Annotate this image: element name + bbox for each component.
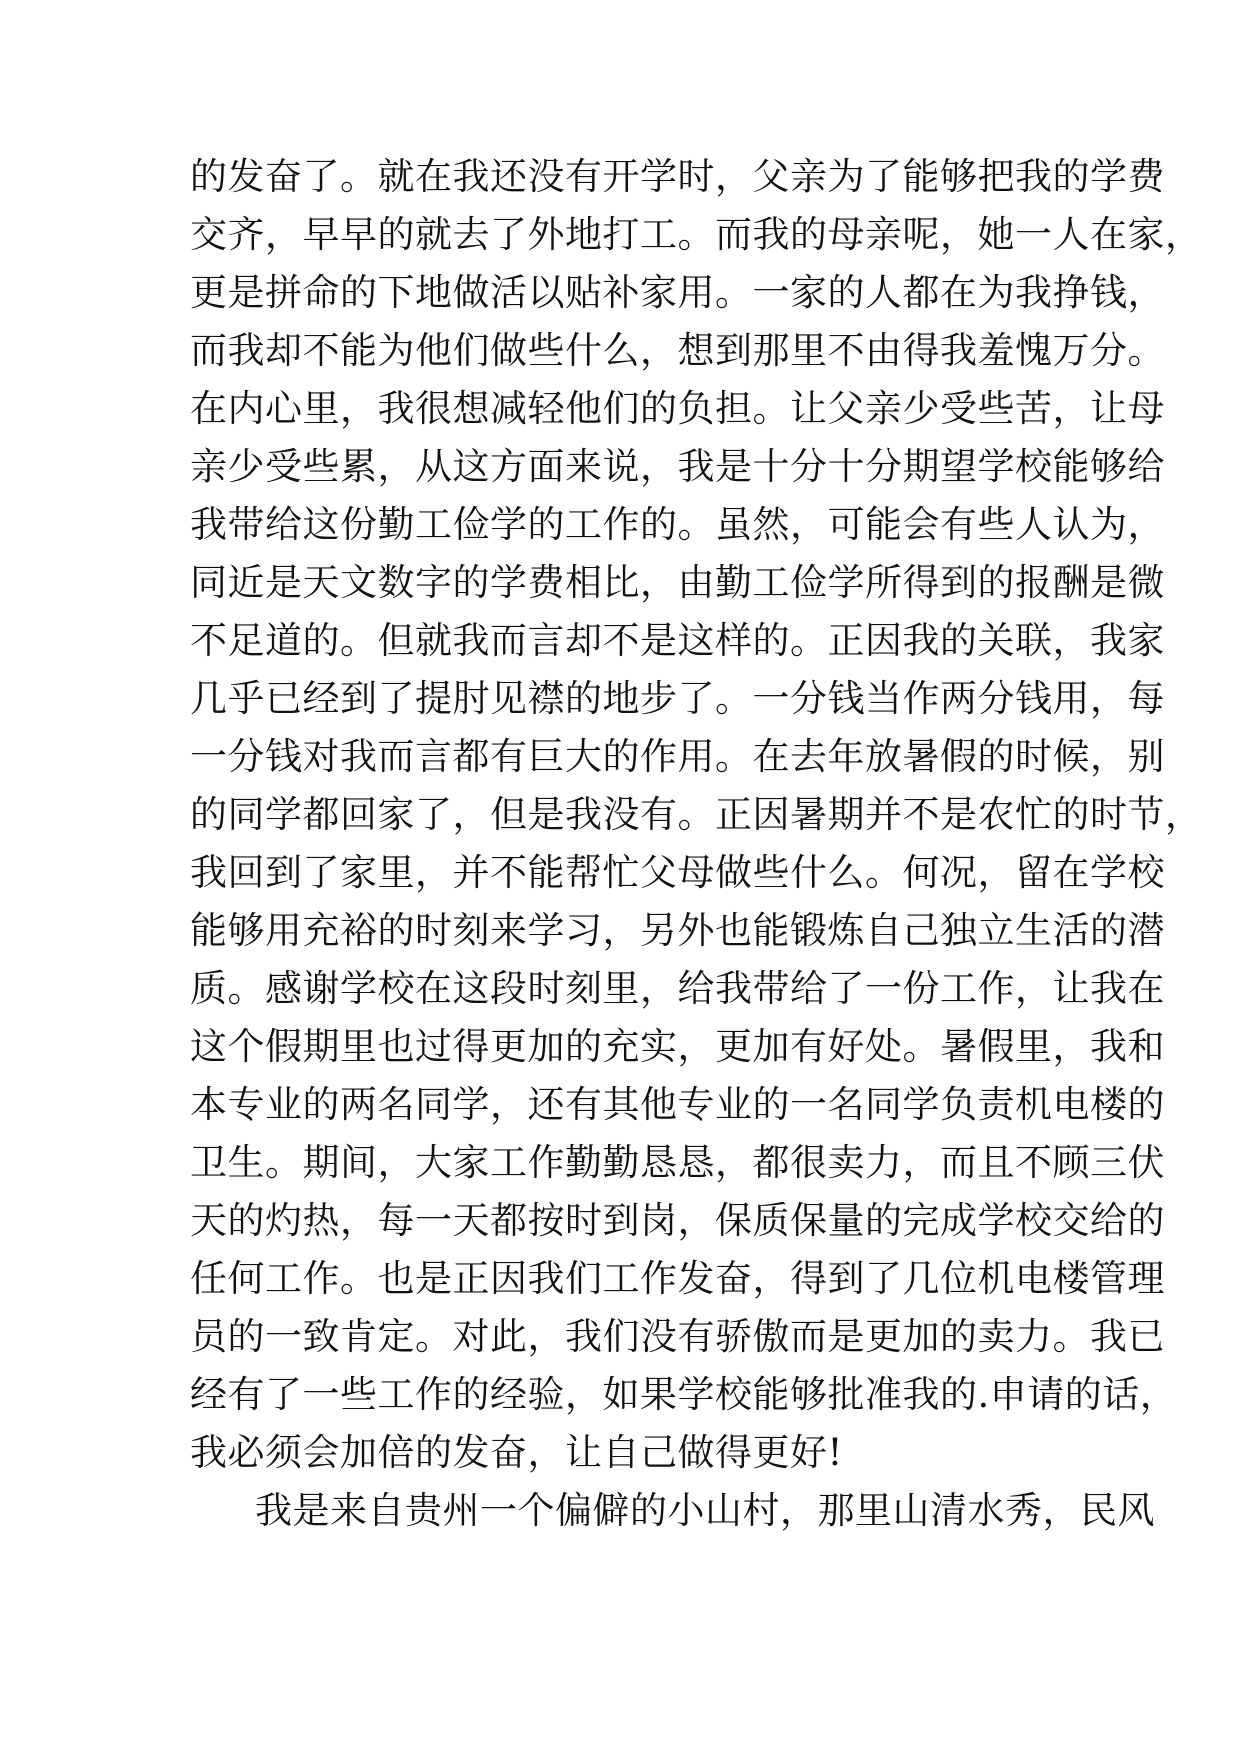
text-line: 我必须会加倍的发奋，让自己做得更好!	[190, 1431, 843, 1474]
text-line: 能够用充裕的时刻来学习，另外也能锻炼自己独立生活的潜	[190, 909, 1165, 952]
text-line: 而我却不能为他们做些什么，想到那里不由得我羞愧万分。	[190, 329, 1165, 372]
text-line: 同近是天文数字的学费相比，由勤工俭学所得到的报酬是微	[190, 561, 1165, 604]
text-line: 的发奋了。就在我还没有开学时，父亲为了能够把我的学费	[190, 155, 1165, 198]
text-line: 我带给这份勤工俭学的工作的。虽然，可能会有些人认为，	[190, 503, 1165, 546]
text-line: 天的灼热，每一天都按时到岗，保质保量的完成学校交给的	[190, 1199, 1165, 1242]
text-line: 任何工作。也是正因我们工作发奋，得到了几位机电楼管理	[190, 1257, 1165, 1300]
text-line: 卫生。期间，大家工作勤勤恳恳，都很卖力，而且不顾三伏	[190, 1141, 1165, 1184]
text-line: 一分钱对我而言都有巨大的作用。在去年放暑假的时候，别	[190, 735, 1165, 778]
text-line: 这个假期里也过得更加的充实，更加有好处。暑假里，我和	[190, 1025, 1165, 1068]
text-line: 交齐，早早的就去了外地打工。而我的母亲呢，她一人在家，	[190, 213, 1203, 256]
text-line: 经有了一些工作的经验，如果学校能够批准我的.申请的话，	[190, 1373, 1178, 1416]
text-line: 质。感谢学校在这段时刻里，给我带给了一份工作，让我在	[190, 967, 1165, 1010]
text-line: 员的一致肯定。对此，我们没有骄傲而是更加的卖力。我已	[190, 1315, 1165, 1358]
text-line: 的同学都回家了，但是我没有。正因暑期并不是农忙的时节，	[190, 793, 1203, 836]
text-line: 我回到了家里，并不能帮忙父母做些什么。何况，留在学校	[190, 851, 1165, 894]
text-line: 亲少受些累，从这方面来说，我是十分十分期望学校能够给	[190, 445, 1165, 488]
body-text	[190, 148, 1203, 1540]
paragraph-first-line: 我是来自贵州一个偏僻的小山村，那里山清水秀，民风	[255, 1489, 1155, 1532]
text-line: 几乎已经到了提肘见襟的地步了。一分钱当作两分钱用，每	[190, 677, 1165, 720]
text-line: 更是拼命的下地做活以贴补家用。一家的人都在为我挣钱，	[190, 271, 1165, 314]
text-line: 在内心里，我很想减轻他们的负担。让父亲少受些苦，让母	[190, 387, 1165, 430]
text-line: 不足道的。但就我而言却不是这样的。正因我的关联，我家	[190, 619, 1165, 662]
text-line: 本专业的两名同学，还有其他专业的一名同学负责机电楼的	[190, 1083, 1165, 1126]
